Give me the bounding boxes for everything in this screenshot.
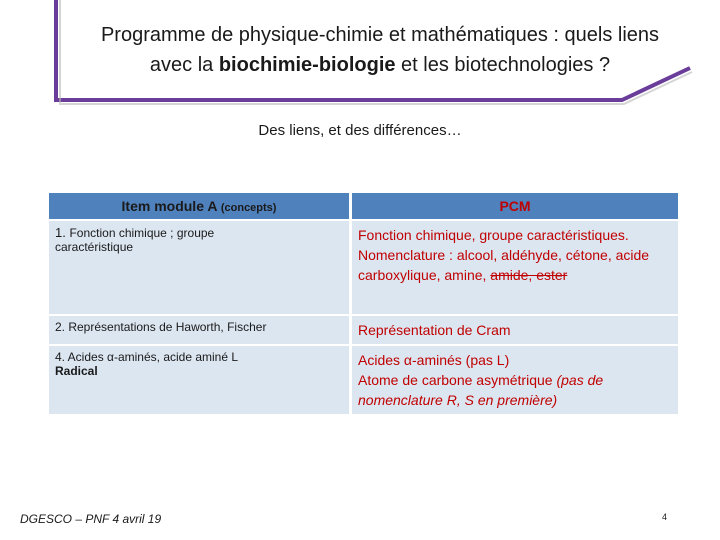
table-row (49, 346, 678, 414)
row2-left: 2. Représentations de Haworth, Fischer (49, 316, 349, 344)
row1-left-rest: caractéristique (55, 240, 134, 254)
row3-left-bold: Radical (55, 364, 98, 378)
row1-right (352, 221, 678, 314)
header-left-small: (concepts) (220, 202, 277, 214)
comparison-table (46, 191, 681, 416)
row3-right-italic: (pas de nomenclature R, S en première) (358, 372, 604, 408)
header-item-module (49, 193, 349, 219)
row1-left (49, 221, 349, 314)
header-pcm: PCM (352, 193, 678, 219)
row3-right-line2: Atome de carbone asymétrique (358, 372, 557, 388)
footer-text: DGESCO – PNF 4 avril 19 (20, 512, 162, 526)
table-header-row (49, 193, 678, 219)
row3-left-text: 4. Acides α-aminés, acide aminé L (55, 350, 239, 364)
table-row (49, 316, 678, 344)
row3-left (49, 346, 349, 414)
title-bold: biochimie-biologie (218, 54, 396, 76)
row1-number: 1. (55, 225, 70, 240)
header-left-text: Item module A (121, 198, 221, 214)
slide-title (40, 20, 720, 80)
row1-right-line1: Fonction chimique, groupe caractéristiques. (358, 227, 629, 243)
row2-right: Représentation de Cram (352, 316, 678, 344)
row1-right-strike: amide, ester (490, 267, 568, 283)
row3-right (352, 346, 678, 414)
row1-right-line2: Nomenclature : alcool, aldéhyde, cétone, acide carboxylique, amine, (358, 247, 650, 283)
title-text: avec la (149, 54, 219, 76)
title-line-1: Programme de physique-chimie et mathématiques : quels liens (100, 24, 660, 46)
title-text-end: et les biotechnologies ? (395, 54, 611, 76)
row1-left-text: Fonction chimique ; groupe (69, 226, 215, 240)
title-line-2 (40, 50, 720, 80)
table-row (49, 221, 678, 314)
row3-right-line1: Acides α-aminés (pas L) (358, 352, 510, 368)
page-number: 4 (662, 512, 668, 522)
slide-subtitle: Des liens, et des différences… (258, 122, 462, 139)
